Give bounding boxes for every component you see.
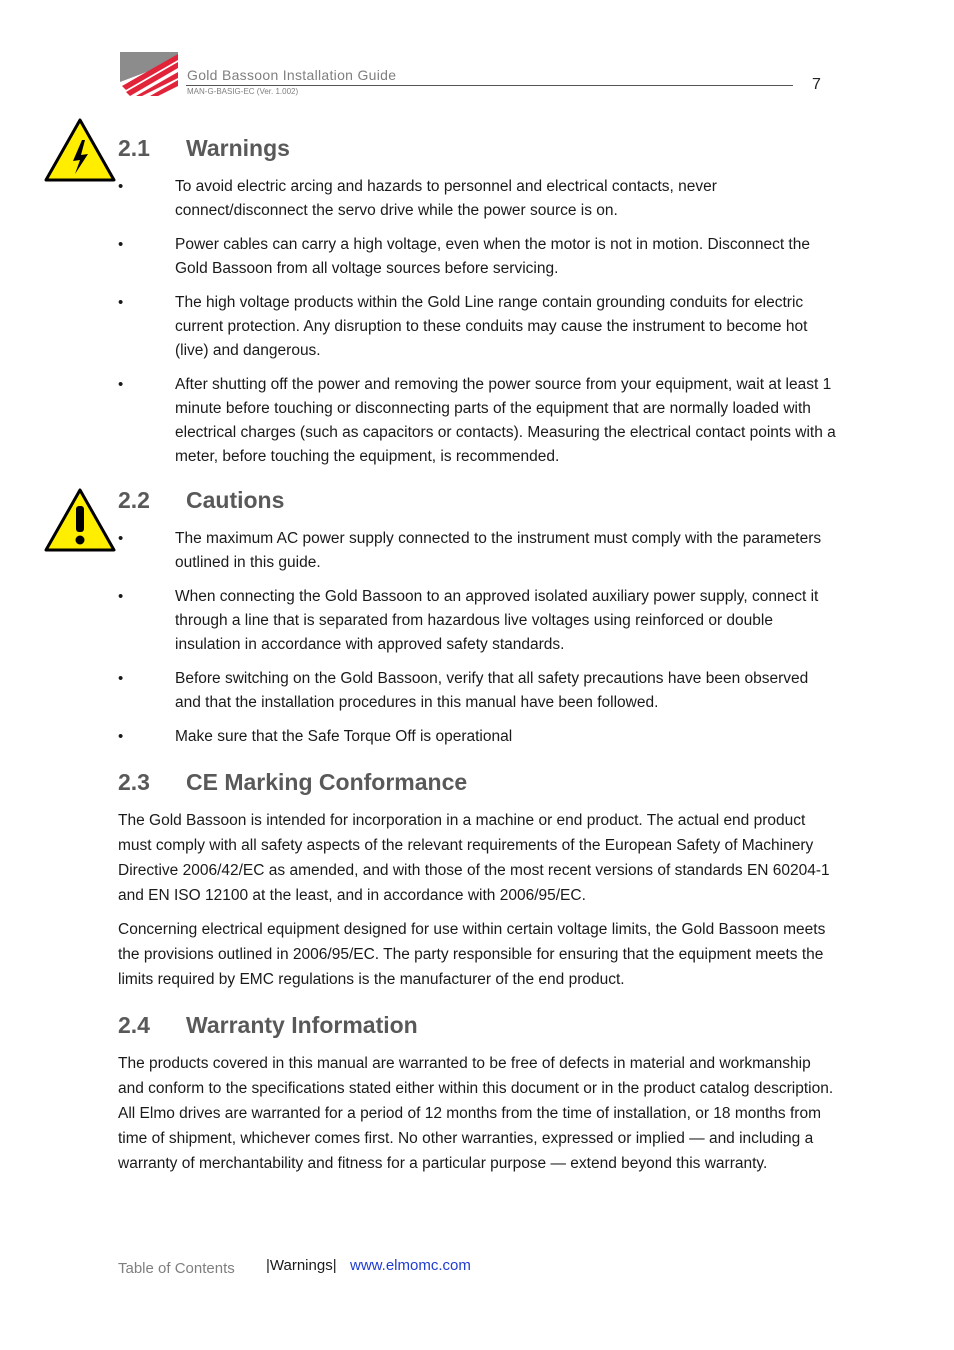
list-item: • The maximum AC power supply connected to the instrument must comply with the parameters outlined in this guide. [118,530,822,571]
list-item: • Before switching on the Gold Bassoon, verify that all safety precautions have been observed and that the installation procedures in this manual have been followed. [118,670,809,711]
header-rule [186,85,793,86]
list-item: • After shutting off the power and removing the power source from your equipment, wait at least 1 minute before touching or disconnecting parts of the equipment that are normally loaded with electrical charges (such as capacitors or contacts). Measuring the electrical contact points with a meter, before touching the equipment, is recommended. [118,376,836,465]
ce-paragraph-1: The Gold Bassoon is intended for incorporation in a machine or end product. The actual end product must comply with all safety aspects of the relevant requirements of the European Safety of Machinery Directive 2006/42/EC as amended, and with those of the most recent versions of standards EN 60204-1 and EN ISO 12100 at the least, and in accordance with 2006/95/EC. [118,812,830,904]
caution-exclamation-icon [44,488,116,552]
high-voltage-warning-icon [44,118,116,182]
list-item: • To avoid electric arcing and hazards to personnel and electrical contacts, never connect/disconnect the servo drive while the power source is on. [118,178,717,219]
warnings-list [118,175,838,479]
section-heading-cautions: 2.2 Cautions [118,487,285,513]
cautions-list [118,527,838,759]
ce-paragraph-2: Concerning electrical equipment designed for use within certain voltage limits, the Gold Bassoon meets the provisions outlined in 2006/95/EC. The party responsible for ensuring that the equipment meets the limits required by EMC regulations is the manufacturer of the end product. [118,921,826,988]
page-number: 7 [812,76,821,93]
list-item: • Make sure that the Safe Torque Off is operational [118,728,513,745]
elmo-logo [116,52,178,96]
footer-section-label: |Warnings| [266,1257,337,1274]
list-item: • Power cables can carry a high voltage, even when the motor is not in motion. Disconnect the Gold Bassoon from all voltage sources before servicing. [118,236,810,277]
footer-website-link[interactable]: www.elmomc.com [350,1257,471,1274]
list-item: • When connecting the Gold Bassoon to an approved isolated auxiliary power supply, connect it through a line that is separated from hazardous live voltages using reinforced or double insulation in accordance with approved safety standards. [118,588,819,653]
header-doc-id: MAN-G-BASIG-EC (Ver. 1.002) [187,87,299,96]
footer-toc-link[interactable]: Table of Contents [118,1260,235,1277]
header-title: Gold Bassoon Installation Guide [187,67,397,83]
list-item: • The high voltage products within the Gold Line range contain grounding conduits for electric current protection. Any disruption to these conduits may cause the instrument to become hot (live) and dangerous. [118,294,808,359]
section-heading-warranty: 2.4 Warranty Information [118,1012,418,1038]
section-heading-warnings: 2.1 Warnings [118,135,290,161]
section-heading-ce-marking: 2.3 CE Marking Conformance [118,769,468,795]
warranty-paragraph: The products covered in this manual are warranted to be free of defects in material and workmanship and conform to the specifications stated either within this document or in the product catalog description. All Elmo drives are warranted for a period of 12 months from the time of installation, or 18 months from time of shipment, whichever comes first. No other warranties, expressed or implied — and including a warranty of merchantability and fitness for a particular purpose — extend beyond this warranty. [118,1055,834,1172]
